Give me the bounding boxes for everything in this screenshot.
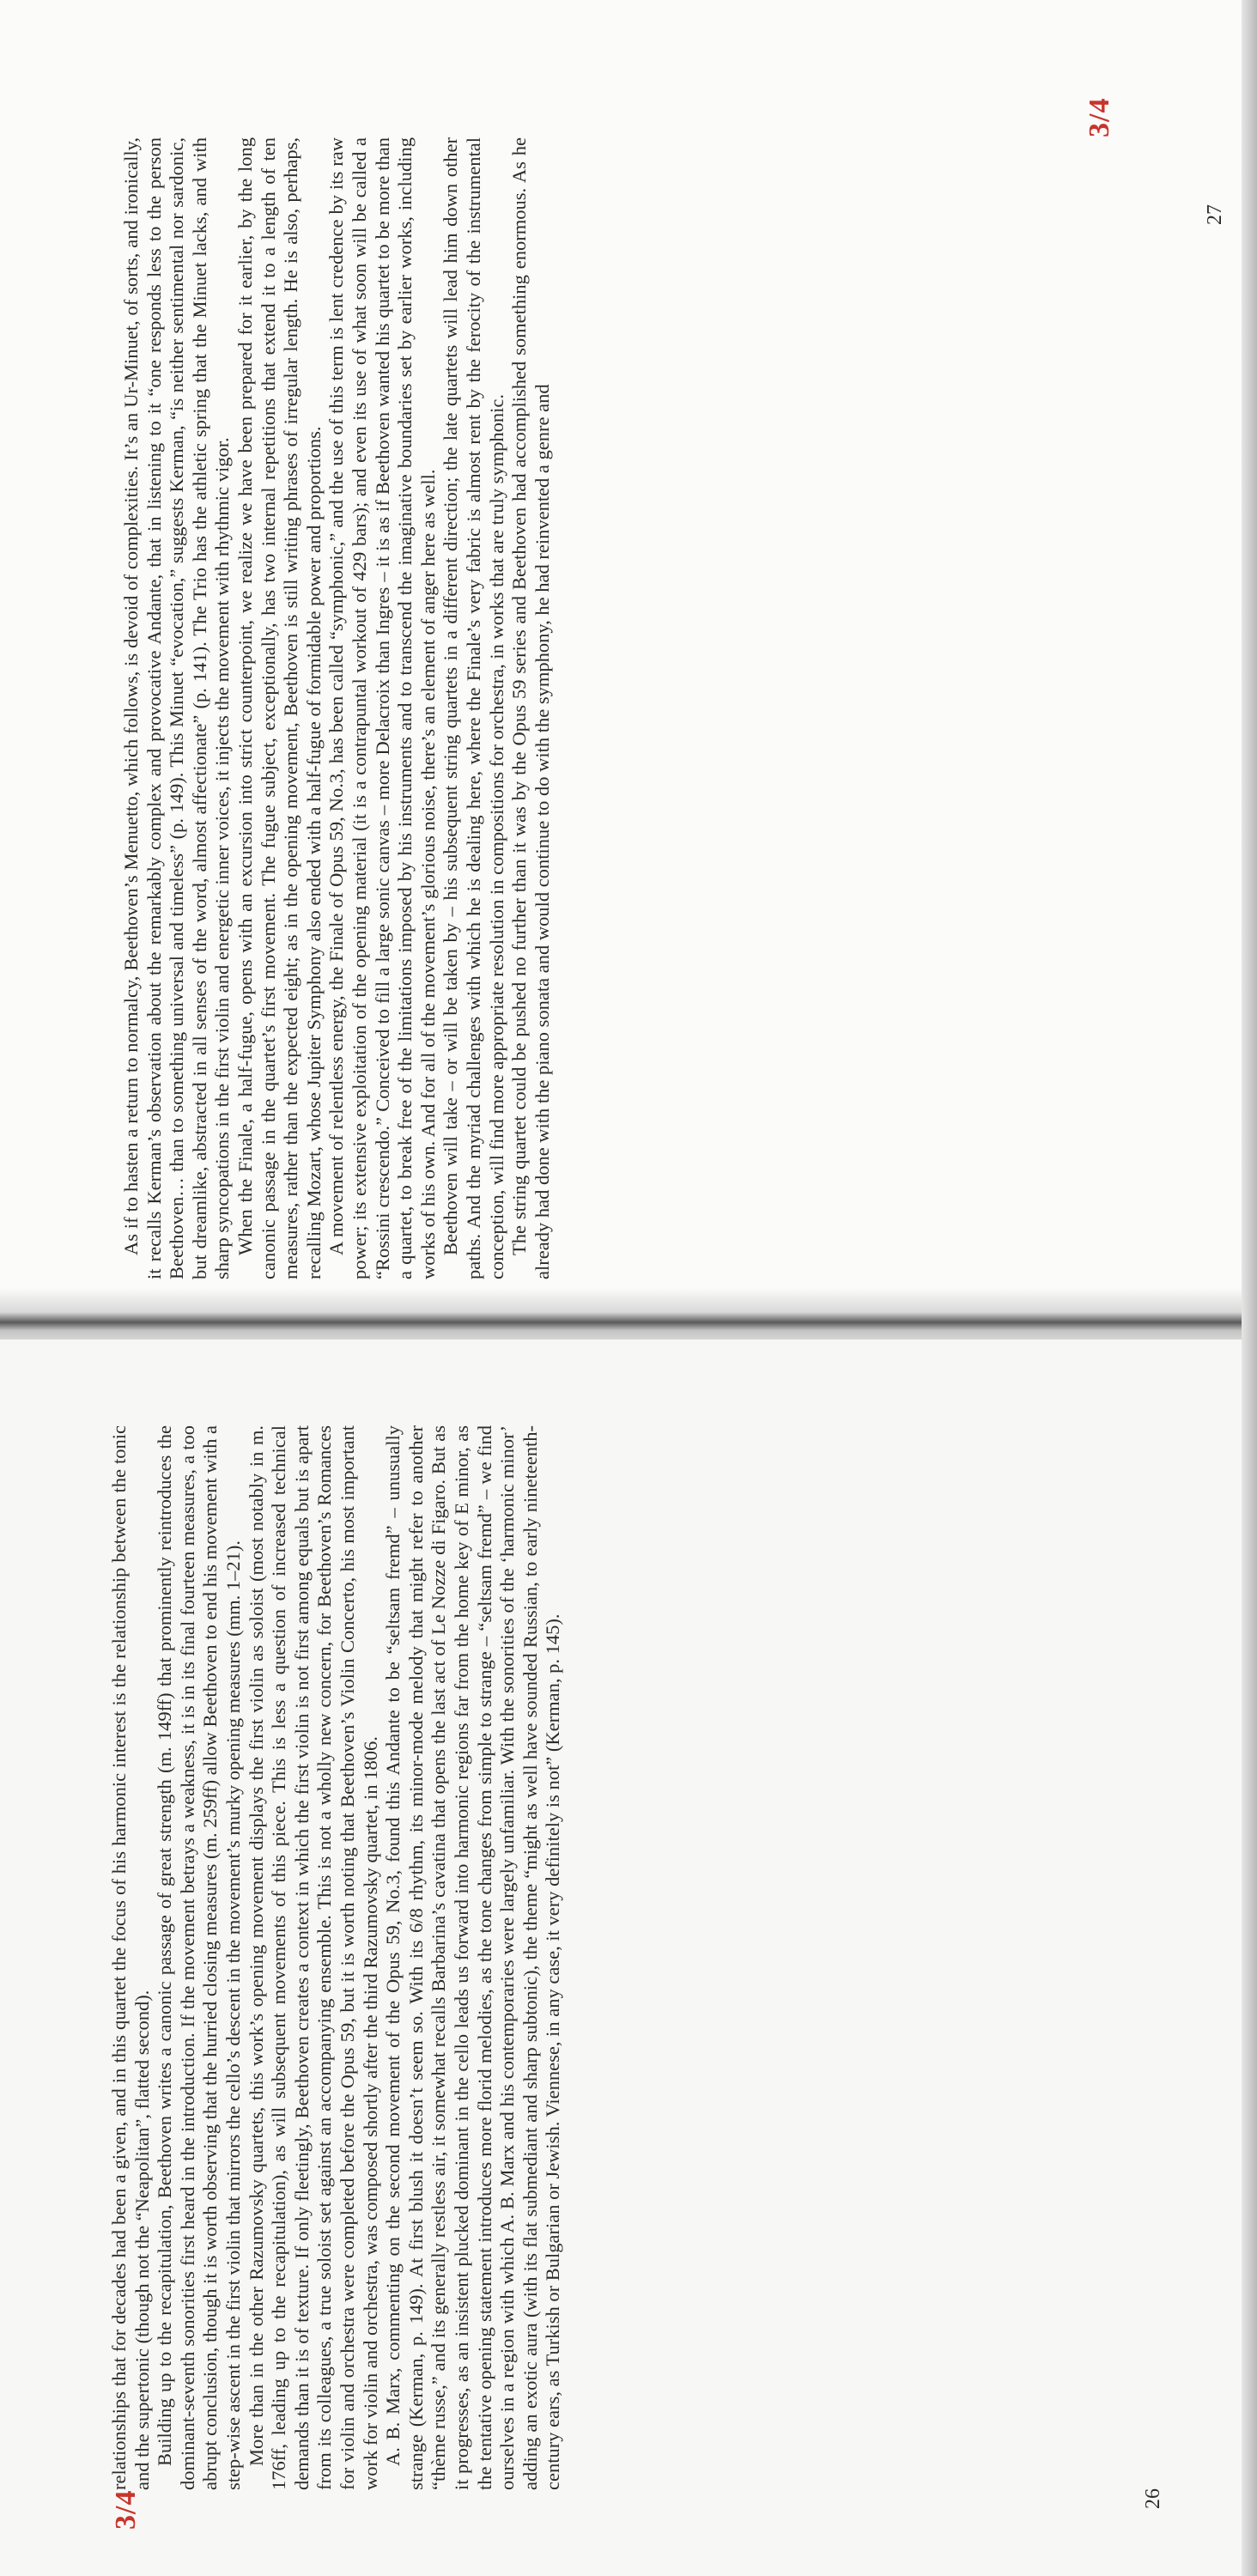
paragraph: A movement of relentless energy, the Finale of Opus 59, No.3, has been called “symphonic,” and the use of this term is lent credence by its raw power; its extensive exploitation of the opening material (it is a contrapuntal workout of 429 bars); and even its use of what soon will be called a “Rossini crescendo.” Conceived to fill a large sonic canvas – more Delacroix than Ingres – it is as if Beethoven wanted his quartet to be more than a quartet, to break free of the limitations imposed by his instruments and to transcend the imaginative boundaries set by earlier works, including works of his own. And for all of the movement’s glorious noise, there’s an element of anger here as well.: [325, 137, 439, 1279]
paragraph: More than in the other Razumovsky quartets, this work’s opening movement displays the first violin as soloist (most notably in m. 176ff, leading up to the recapitulation), as will subsequent movements of this piece. This is less a question of increased technical demands than it is of texture. If only fleetingly, Beethoven creates a context in which the first violin is not first among equals but is apart from its colleagues, a true soloist set against an accompanying ensemble. This is not a wholly new concern, for Beethoven’s Romances for violin and orchestra were completed before the Opus 59, but it is worth noting that Beethoven’s Violin Concerto, his most important work for violin and orchestra, was composed shortly after the third Razumovsky quartet, in 1806.: [245, 1425, 381, 2490]
right-page-text: [120, 137, 554, 1279]
page-number: 26: [1142, 2488, 1164, 2509]
paragraph: As if to hasten a return to normalcy, Beethoven’s Menuetto, which follows, is devoid of complexities. It’s an Ur-Minuet, of sorts, and ironically, it recalls Kerman’s observation about the remarkably complex and provocative Andante, that in listening to it “one responds less to the person Beethoven… than to something universal and timeless” (p. 149). This Minuet “evocation,” suggests Kerman, “is neither sentimental nor sardonic, but dreamlike, abstracted in all senses of the word, almost affectionate” (p. 141). The Trio has the athletic spring that the Minuet lacks, and with sharp syncopations in the first violin and energetic inner voices, it injects the movement with rhythmic vigor.: [120, 137, 234, 1279]
paragraph: Building up to the recapitulation, Beethoven writes a canonic passage of great strength (m. 149ff) that prominently reintroduces the dominant-seventh sonorities first heard in the introduction. If the movement betrays a weakness, it is in its final fourteen measures, a too abrupt conclusion, though it is worth observing that the hurried closing measures (m. 259ff) allow Beethoven to end his movement with a step-wise ascent in the first violin that mirrors the cello’s descent in the movement’s murky opening measures (mm. 1–21).: [154, 1425, 244, 2490]
section-mark: 3/4: [1084, 97, 1115, 137]
paragraph: relationships that for decades had been a given, and in this quartet the focus of his harmonic interest is the relationship between the tonic and the supertonic (though not the “Neapolitan”, flatted second).: [108, 1425, 153, 2490]
left-page: [0, 1340, 1257, 2576]
scanner-edge: [1242, 0, 1257, 2576]
section-mark: 3/4: [110, 2489, 142, 2530]
paragraph: Beethoven will take – or will be taken by – his subsequent string quartets in a different direction; the late quartets will lead him down other paths. And the myriad challenges with which he is dealing here, where the Finale’s very fabric is almost rent by the ferocity of the instrumental conception, will find more appropriate resolution in compositions for orchestra, in works that are truly symphonic.: [440, 137, 507, 1279]
left-page-text: [108, 1425, 565, 2490]
paragraph: When the Finale, a half-fugue, opens with an excursion into strict counterpoint, we realize we have been prepared for it earlier, by the long canonic passage in the quartet’s first movement. The fugue subject, exceptionally, has two internal repetitions that extend it to a length of ten measures, rather than the expected eight; as in the opening movement, Beethoven is still writing phrases of irregular length. He is also, perhaps, recalling Mozart, whose Jupiter Symphony also ended with a half-fugue of formidable power and proportions.: [234, 137, 325, 1279]
paragraph: A. B. Marx, commenting on the second movement of the Opus 59, No.3, found this Andante to be “seltsam fremd” – unusually strange (Kerman, p. 149). At first blush it doesn’t seem so. With its 6/8 rhythm, its minor-mode melody that might refer to another “thème russe,” and its generally restless air, it somewhat recalls Barbarina’s cavatina that opens the last act of Le Nozze di Figaro. But as it progresses, as an insistent plucked dominant in the cello leads us forward into harmonic regions far from the home key of E minor, as the tentative opening statement introduces more florid melodies, as the tone changes from simple to strange – “seltsam fremd” – we find ourselves in a region with which A. B. Marx and his contemporaries were largely unfamiliar. With the sonorities of the ‘harmonic minor’ adding an exotic aura (with its flat submediant and sharp subtonic), the theme “might as well have sounded Russian, to early nineteenth-century ears, as Turkish or Bulgarian or Jewish. Viennese, in any case, it very definitely is not” (Kerman, p. 145).: [382, 1425, 564, 2490]
page-number: 27: [1204, 204, 1226, 225]
paragraph: The string quartet could be pushed no further than it was by the Opus 59 series and Beethoven had accomplished something enormous. As he already had done with the piano sonata and would continue to do with the symphony, he had reinvented a genre and: [508, 137, 553, 1279]
